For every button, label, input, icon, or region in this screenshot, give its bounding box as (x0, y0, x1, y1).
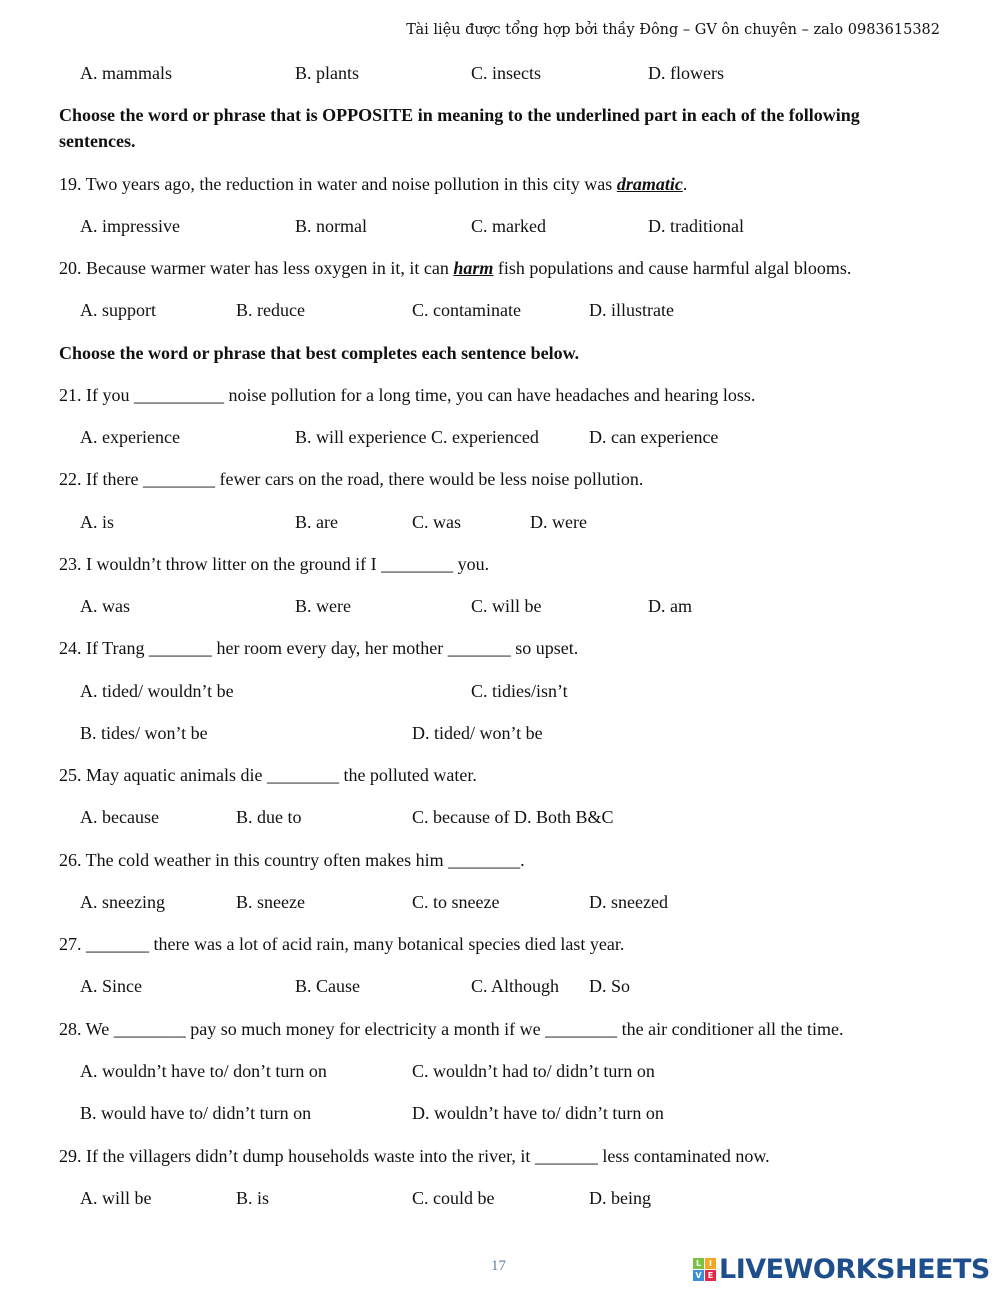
q18-option-b[interactable]: B. plants (295, 63, 360, 83)
q19-text (59, 173, 687, 195)
q22-option-b[interactable]: B. are (295, 512, 338, 532)
q20-option-a[interactable]: A. support (80, 300, 156, 320)
q19-option-d[interactable]: D. traditional (648, 216, 744, 236)
q29-text: 29. If the villagers didn’t dump households waste into the river, it _______ less contaminated now. (59, 1146, 770, 1166)
q24-option-d[interactable]: D. tided/ won’t be (412, 723, 543, 743)
q25-option-cd[interactable]: C. because of D. Both B&C (412, 807, 614, 827)
logo-text: LIVEWORKSHEETS (719, 1254, 990, 1285)
instruction-opposite-cont: sentences. (59, 131, 136, 151)
logo-letter-l: L (693, 1258, 704, 1269)
q21-option-bc[interactable]: B. will experience C. experienced (295, 427, 539, 447)
q20-underlined-word: harm (453, 258, 494, 278)
q23-option-d[interactable]: D. am (648, 596, 692, 616)
instruction-opposite: Choose the word or phrase that is OPPOSITE in meaning to the underlined part in each of the following (59, 105, 860, 125)
logo-letter-v: V (693, 1270, 704, 1281)
q27-option-c[interactable]: C. Although (471, 976, 560, 996)
q24-option-c[interactable]: C. tidies/isn’t (471, 681, 568, 701)
q22-text: 22. If there ________ fewer cars on the road, there would be less noise pollution. (59, 469, 644, 489)
q26-option-d[interactable]: D. sneezed (589, 892, 668, 912)
q21-text: 21. If you __________ noise pollution for a long time, you can have headaches and hearing loss. (59, 385, 756, 405)
q22-option-c[interactable]: C. was (412, 512, 461, 532)
q19-pre: 19. Two years ago, the reduction in water and noise pollution in this city was (59, 174, 617, 194)
q24-text: 24. If Trang _______ her room every day, her mother _______ so upset. (59, 638, 579, 658)
q27-option-b[interactable]: B. Cause (295, 976, 360, 996)
q26-option-b[interactable]: B. sneeze (236, 892, 305, 912)
q20-option-b[interactable]: B. reduce (236, 300, 305, 320)
logo-icon (693, 1258, 716, 1281)
q29-option-b[interactable]: B. is (236, 1188, 270, 1208)
q24-option-a[interactable]: A. tided/ wouldn’t be (80, 681, 234, 701)
q20-text (59, 257, 851, 279)
q18-option-a[interactable]: A. mammals (80, 63, 172, 83)
q29-option-d[interactable]: D. being (589, 1188, 651, 1208)
q27-option-d[interactable]: D. So (589, 976, 631, 996)
q28-option-d[interactable]: D. wouldn’t have to/ didn’t turn on (412, 1103, 664, 1123)
logo-letter-e: E (705, 1270, 716, 1281)
q19-option-c[interactable]: C. marked (471, 216, 546, 236)
q28-option-b[interactable]: B. would have to/ didn’t turn on (80, 1103, 312, 1123)
q27-option-a[interactable]: A. Since (80, 976, 142, 996)
q29-option-a[interactable]: A. will be (80, 1188, 152, 1208)
q20-pre: 20. Because warmer water has less oxygen in it, it can (59, 258, 454, 278)
q19-option-b[interactable]: B. normal (295, 216, 367, 236)
q28-text: 28. We ________ pay so much money for electricity a month if we ________ the air conditioner all the time. (59, 1019, 844, 1039)
q26-text: 26. The cold weather in this country often makes him ________. (59, 850, 525, 870)
instruction-complete: Choose the word or phrase that best completes each sentence below. (59, 343, 580, 363)
q23-text: 23. I wouldn’t throw litter on the ground if I ________ you. (59, 554, 490, 574)
q23-option-a[interactable]: A. was (80, 596, 130, 616)
q21-option-d[interactable]: D. can experience (589, 427, 719, 447)
q28-option-a[interactable]: A. wouldn’t have to/ don’t turn on (80, 1061, 327, 1081)
q27-text: 27. _______ there was a lot of acid rain, many botanical species died last year. (59, 934, 625, 954)
q20-post: fish populations and cause harmful algal blooms. (493, 258, 852, 278)
page-number: 17 (491, 1258, 506, 1274)
q25-option-b[interactable]: B. due to (236, 807, 302, 827)
q20-option-c[interactable]: C. contaminate (412, 300, 521, 320)
q26-option-c[interactable]: C. to sneeze (412, 892, 500, 912)
q29-option-c[interactable]: C. could be (412, 1188, 495, 1208)
q20-option-d[interactable]: D. illustrate (589, 300, 674, 320)
q19-post: . (682, 174, 688, 194)
page-header: Tài liệu được tổng hợp bởi thầy Đông – GV ôn chuyên – zalo 0983615382 (406, 22, 940, 38)
q22-option-d[interactable]: D. were (530, 512, 587, 532)
q24-option-b[interactable]: B. tides/ won’t be (80, 723, 208, 743)
q28-option-c[interactable]: C. wouldn’t had to/ didn’t turn on (412, 1061, 655, 1081)
q21-option-a[interactable]: A. experience (80, 427, 180, 447)
q18-option-d[interactable]: D. flowers (648, 63, 724, 83)
q19-underlined-word: dramatic (616, 174, 683, 194)
q19-option-a[interactable]: A. impressive (80, 216, 180, 236)
q25-option-a[interactable]: A. because (80, 807, 159, 827)
liveworksheets-logo (693, 1254, 990, 1285)
q23-option-b[interactable]: B. were (295, 596, 351, 616)
q18-option-c[interactable]: C. insects (471, 63, 541, 83)
q23-option-c[interactable]: C. will be (471, 596, 542, 616)
q25-text: 25. May aquatic animals die ________ the polluted water. (59, 765, 477, 785)
q22-option-a[interactable]: A. is (80, 512, 115, 532)
q26-option-a[interactable]: A. sneezing (80, 892, 165, 912)
logo-letter-i: I (705, 1258, 716, 1269)
